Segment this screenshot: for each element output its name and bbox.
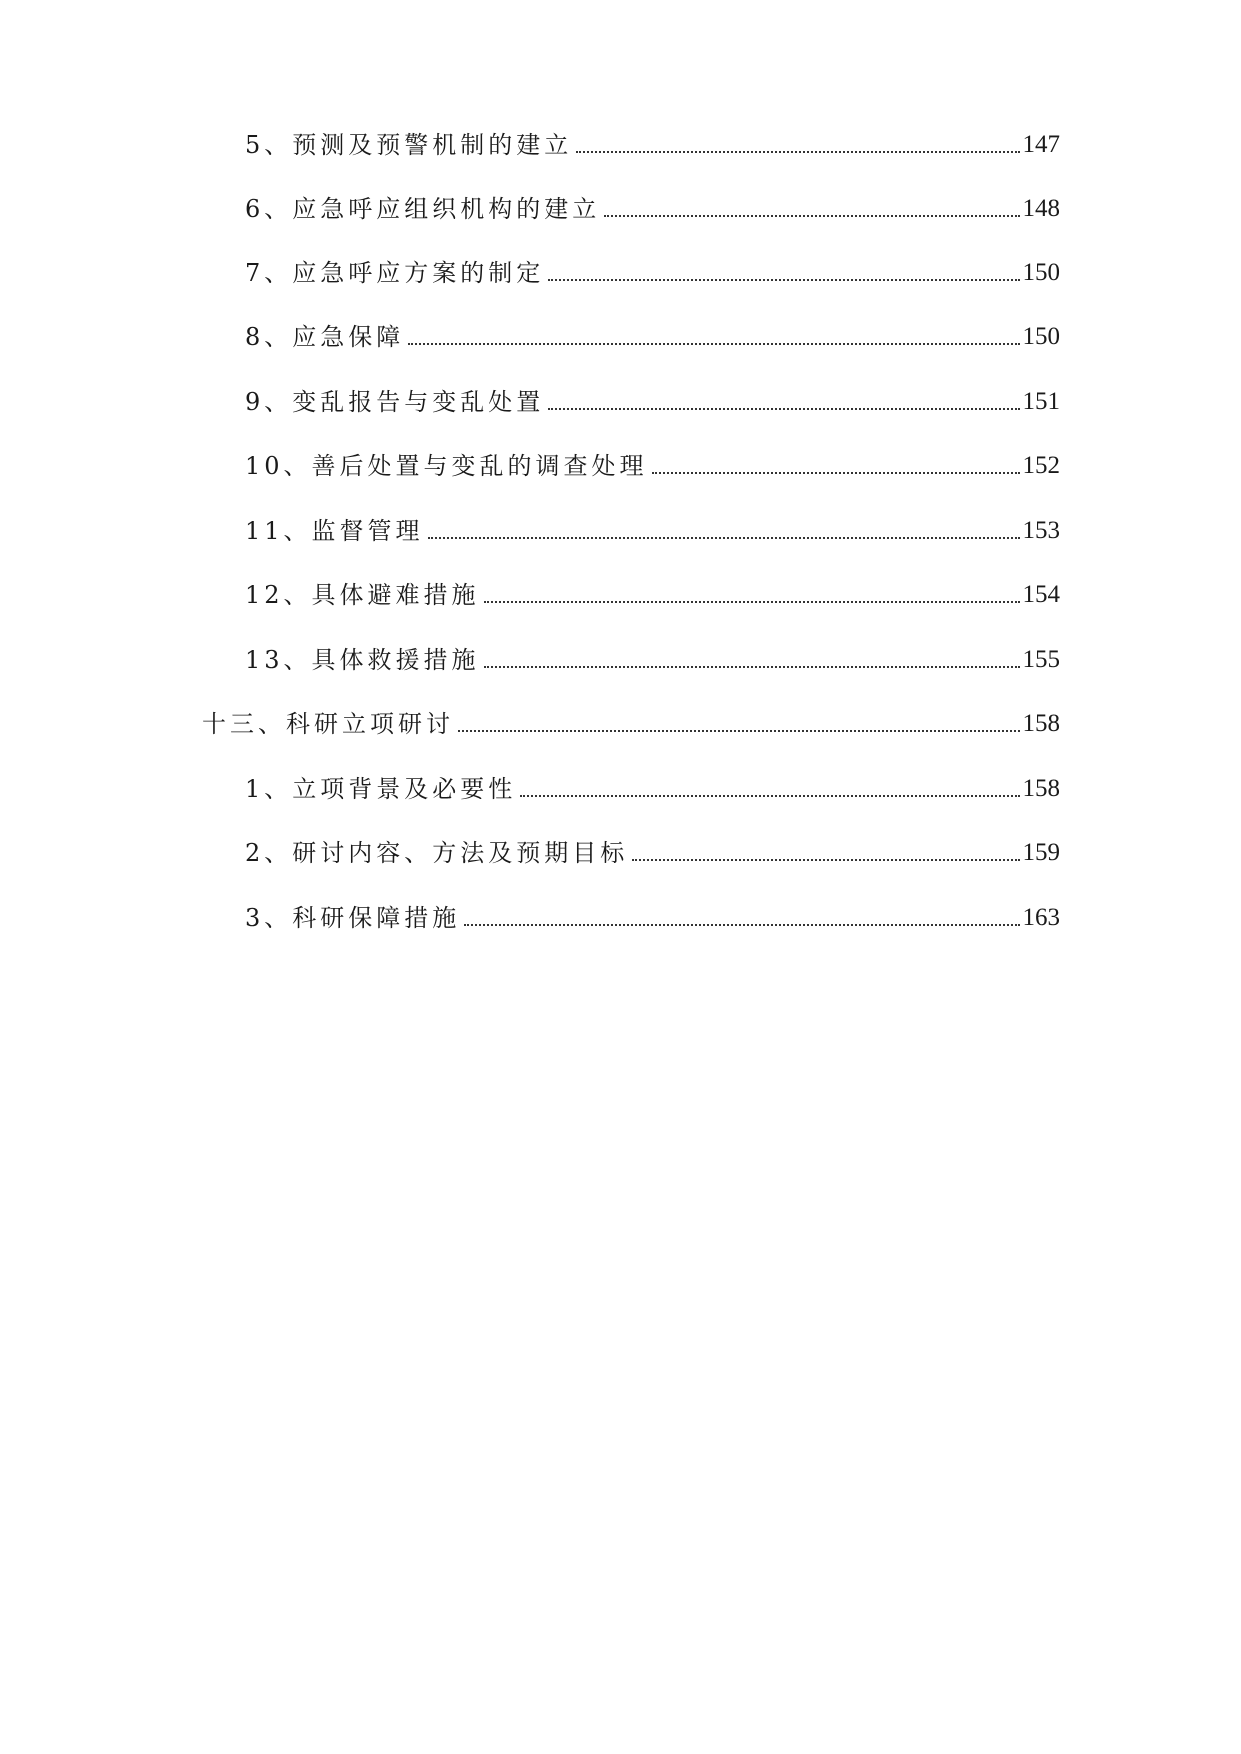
toc-entry[interactable] [245, 120, 1060, 160]
toc-entry-page-number: 158 [1022, 710, 1060, 737]
toc-chapter-entry[interactable] [202, 699, 1060, 739]
toc-entry-page-number: 158 [1022, 775, 1060, 802]
dot-leader [652, 471, 1020, 474]
toc-entry-page-number: 148 [1022, 195, 1060, 222]
toc-entry-page-number: 152 [1022, 452, 1060, 479]
toc-entry-page-number: 159 [1022, 839, 1060, 866]
toc-entry-page-number: 155 [1022, 646, 1060, 673]
toc-entry[interactable] [245, 893, 1060, 933]
toc-entry[interactable] [245, 441, 1060, 481]
dot-leader [632, 858, 1019, 861]
toc-entry-title: 10、善后处置与变乱的调查处理 [245, 452, 648, 480]
toc-entry-title: 3、科研保障措施 [245, 904, 461, 932]
toc-entry-page-number: 150 [1022, 259, 1060, 286]
dot-leader [576, 150, 1019, 153]
toc-entry[interactable] [245, 184, 1060, 224]
toc-entry-title: 2、研讨内容、方法及预期目标 [245, 839, 629, 867]
toc-entry-title: 8、应急保障 [245, 323, 405, 351]
toc-entry[interactable] [245, 248, 1060, 288]
dot-leader [484, 665, 1020, 668]
toc-entry-title: 9、变乱报告与变乱处置 [245, 388, 545, 416]
toc-entry-page-number: 163 [1022, 904, 1060, 931]
toc-entry[interactable] [245, 570, 1060, 610]
toc-entry-page-number: 147 [1022, 131, 1060, 158]
toc-entry-page-number: 151 [1022, 388, 1060, 415]
toc-entry-page-number: 153 [1022, 517, 1060, 544]
dot-leader [548, 407, 1019, 410]
dot-leader [458, 729, 1020, 732]
toc-entry-title: 7、应急呼应方案的制定 [245, 259, 545, 287]
toc-entry-page-number: 150 [1022, 323, 1060, 350]
toc-entry-title: 5、预测及预警机制的建立 [245, 131, 573, 159]
toc-entry[interactable] [245, 312, 1060, 352]
toc-entry-title: 13、具体救援措施 [245, 646, 480, 674]
dot-leader [604, 214, 1019, 217]
dot-leader [520, 794, 1019, 797]
dot-leader [408, 342, 1019, 345]
toc-entry[interactable] [245, 828, 1060, 868]
toc-entry[interactable] [245, 377, 1060, 417]
dot-leader [548, 278, 1019, 281]
dot-leader [464, 923, 1019, 926]
toc-entry[interactable] [245, 635, 1060, 675]
toc-entry[interactable] [245, 764, 1060, 804]
toc-entry-page-number: 154 [1022, 581, 1060, 608]
toc-entry-title: 11、监督管理 [245, 517, 424, 545]
dot-leader [484, 600, 1020, 603]
toc-entry-title: 十三、科研立项研讨 [202, 710, 454, 738]
toc-entry[interactable] [245, 506, 1060, 546]
toc-entry-title: 12、具体避难措施 [245, 581, 480, 609]
toc-entry-title: 6、应急呼应组织机构的建立 [245, 195, 601, 223]
toc-entry-title: 1、立项背景及必要性 [245, 775, 517, 803]
dot-leader [428, 536, 1020, 539]
